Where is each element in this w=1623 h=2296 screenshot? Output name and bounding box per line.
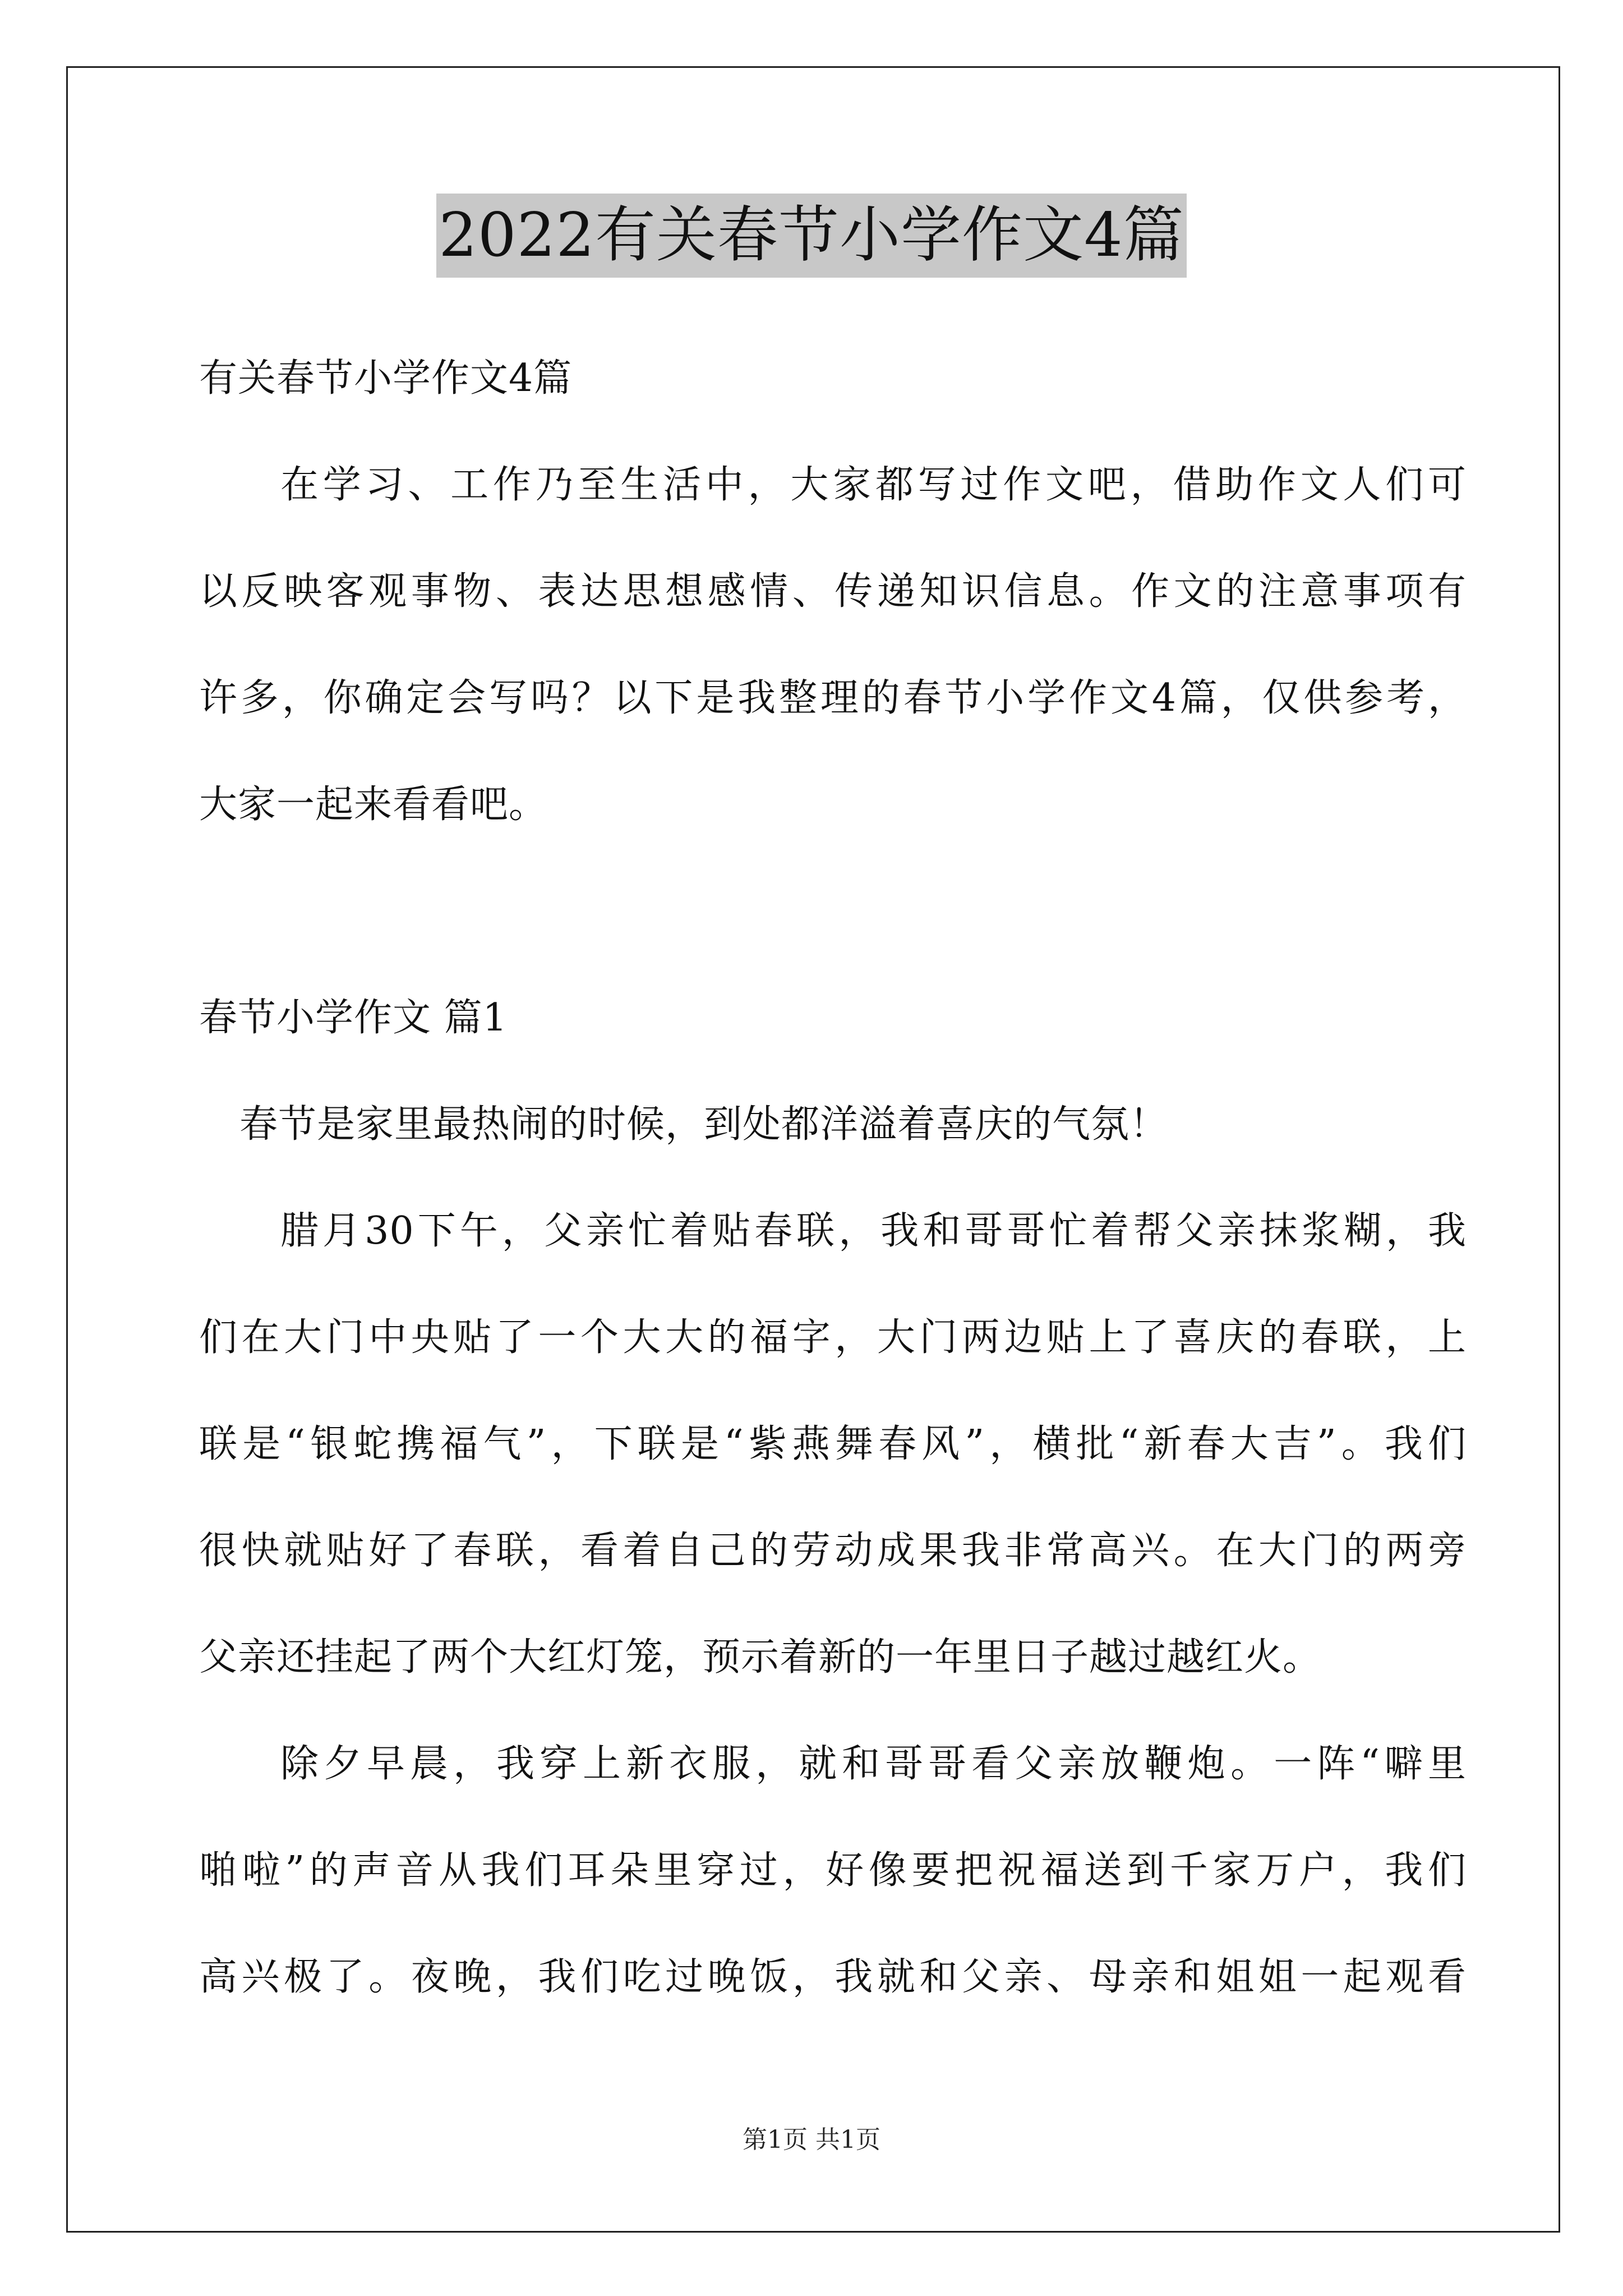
document-title: 2022有关春节小学作文4篇: [436, 194, 1187, 278]
page-footer: [0, 2123, 1623, 2157]
para3-line-3: 高兴极了。夜晚，我们吃过晚饭，我就和父亲、母亲和姐姐一起观看: [199, 1955, 1467, 1999]
para2-line-1: 腊月30下午，父亲忙着贴春联，我和哥哥忙着帮父亲抹浆糊，我: [280, 1209, 1467, 1253]
intro-line-4: 大家一起来看看吧。: [199, 783, 548, 827]
page-number: 第1页 共1页: [743, 2125, 880, 2154]
para2-line-5: 父亲还挂起了两个大红灯笼，预示着新的一年里日子越过越红火。: [199, 1635, 1322, 1680]
para2-line-2: 们在大门中央贴了一个大大的福字，大门两边贴上了喜庆的春联，上: [199, 1315, 1467, 1360]
section-gap: [199, 858, 1467, 965]
para3-line-2: 啪啦”的声音从我们耳朵里穿过，好像要把祝福送到千家万户，我们: [199, 1848, 1467, 1893]
intro-line-3: 许多，你确定会写吗？以下是我整理的春节小学作文4篇，仅供参考，: [199, 676, 1467, 720]
para2-line-4: 很快就贴好了春联，看着自己的劳动成果我非常高兴。在大门的两旁: [199, 1529, 1467, 1573]
intro-line-1: 在学习、工作乃至生活中，大家都写过作文吧，借助作文人们可: [280, 463, 1467, 507]
document-body: [199, 325, 1467, 2031]
para3-line-1: 除夕早晨，我穿上新衣服，就和哥哥看父亲放鞭炮。一阵“噼里: [280, 1742, 1467, 1786]
para2-line-3: 联是“银蛇携福气”，下联是“紫燕舞春风”，横批“新春大吉”。我们: [199, 1422, 1467, 1466]
section-heading: 春节小学作文 篇1: [199, 996, 508, 1040]
essay-first-line: 春节是家里最热闹的时候，到处都洋溢着喜庆的气氛！: [239, 1102, 1169, 1147]
intro-line-2: 以反映客观事物、表达思想感情、传递知识信息。作文的注意事项有: [199, 569, 1467, 614]
document-subtitle: 有关春节小学作文4篇: [199, 356, 573, 401]
title-wrap: [0, 194, 1623, 278]
